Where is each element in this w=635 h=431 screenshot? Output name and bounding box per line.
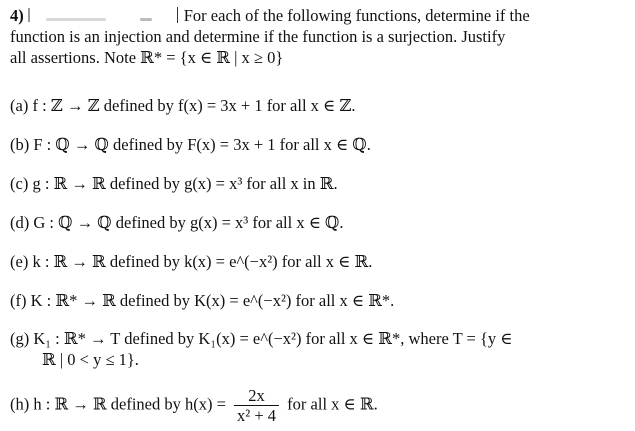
item-label: (f) [10, 291, 27, 310]
item-a [10, 95, 356, 116]
item-c [10, 173, 338, 194]
item-label: (a) [10, 96, 29, 115]
item-text-before: h : ℝ → ℝ defined by h(x) = [33, 394, 226, 414]
item-g-line-2: ℝ | 0 < y ≤ 1}. [42, 350, 139, 369]
intro-text-1: For each of the following functions, determine if the [183, 6, 530, 25]
item-text: f : ℤ → ℤ defined by f(x) = 3x + 1 for all x ∈ ℤ. [32, 96, 356, 115]
problem-number: 4) [10, 6, 24, 25]
item-text: g : ℝ → ℝ defined by g(x) = x³ for all x in ℝ. [32, 174, 338, 193]
item-e [10, 251, 372, 272]
item-label: (g) [10, 329, 30, 348]
item-h [10, 386, 378, 425]
item-text-after: for all x ∈ ℝ. [287, 394, 378, 414]
item-label: (d) [10, 213, 30, 232]
item-d [10, 212, 344, 233]
item-text: G : ℚ → ℚ defined by g(x) = x³ for all x ∈ ℚ. [33, 213, 344, 232]
item-text: K₁ : ℝ* → T defined by K₁(x) = e^(−x²) for all x ∈ ℝ*, where T = {y ∈ [33, 329, 513, 348]
intro-line-1 [10, 5, 630, 26]
intro-line-2: function is an injection and determine if the function is a surjection. Justify [10, 27, 506, 46]
item-text: k : ℝ → ℝ defined by k(x) = e^(−x²) for all x ∈ ℝ. [32, 252, 373, 271]
intro-line-3: all assertions. Note ℝ* = {x ∈ ℝ | x ≥ 0} [10, 48, 284, 67]
fraction-denominator: x² + 4 [237, 406, 277, 425]
item-b [10, 134, 371, 155]
problem-intro [10, 5, 630, 68]
fraction-numerator: 2x [234, 386, 279, 406]
item-g [10, 328, 512, 370]
item-g-line-1 [10, 328, 512, 349]
item-label: (c) [10, 174, 29, 193]
item-label: (b) [10, 135, 30, 154]
item-text: K : ℝ* → ℝ defined by K(x) = e^(−x²) for all x ∈ ℝ*. [30, 291, 395, 310]
item-f [10, 290, 394, 311]
redacted-region [28, 6, 178, 23]
fraction [234, 386, 279, 425]
item-label: (e) [10, 252, 29, 271]
item-label: (h) [10, 394, 30, 414]
item-text: F : ℚ → ℚ defined by F(x) = 3x + 1 for all x ∈ ℚ. [33, 135, 371, 154]
